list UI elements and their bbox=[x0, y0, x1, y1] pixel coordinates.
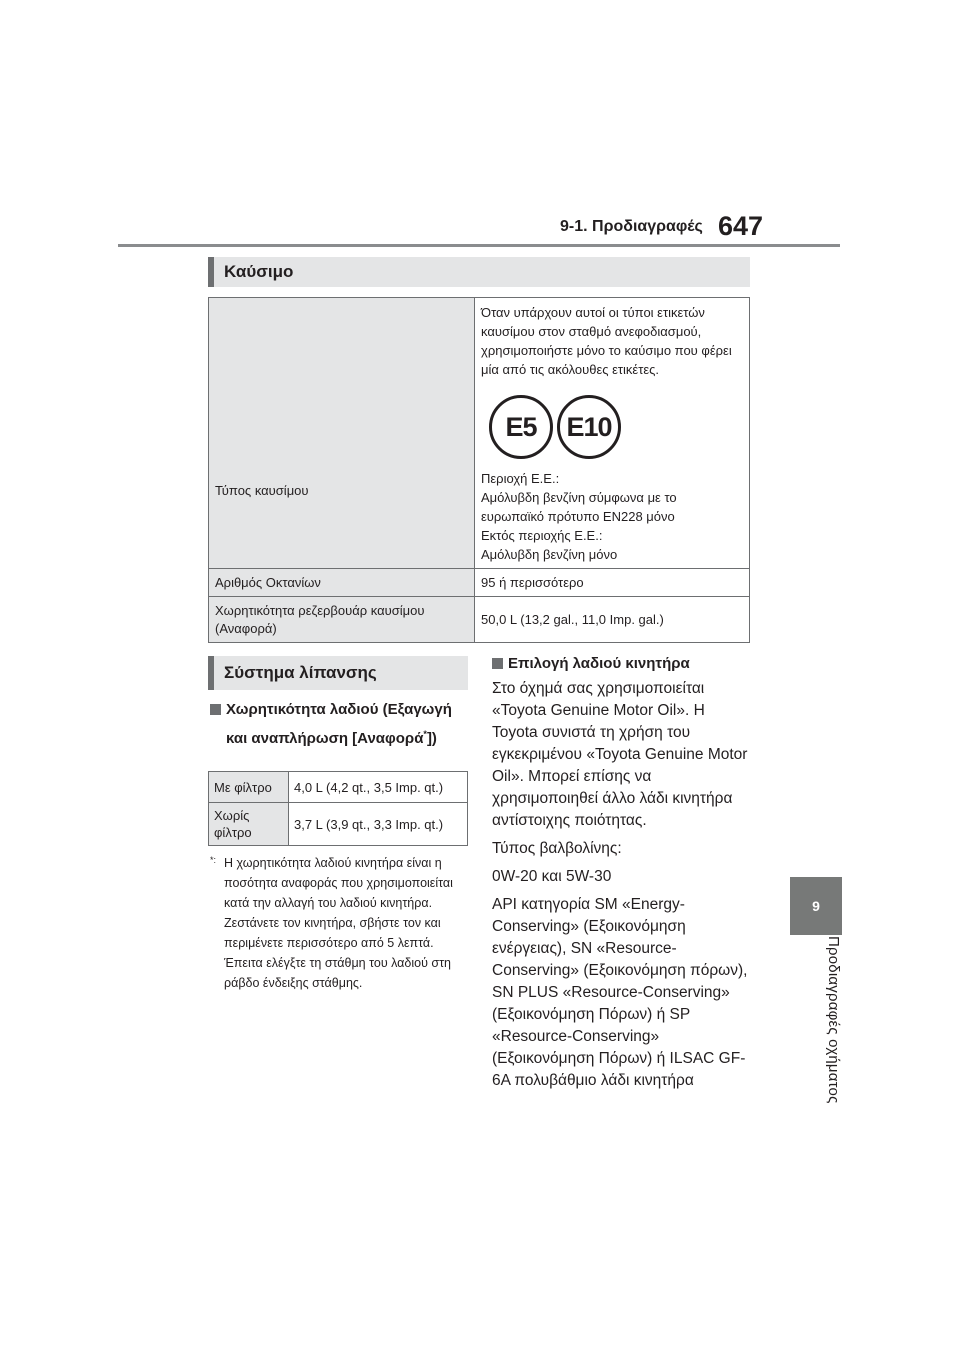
non-eu-region-label: Εκτός περιοχής Ε.Ε.: bbox=[481, 528, 603, 543]
e10-fuel-label-icon: E10 bbox=[557, 395, 621, 459]
octane-label: Αριθμός Οκτανίων bbox=[209, 569, 475, 597]
fuel-label-badges bbox=[489, 395, 743, 459]
oil-row-value: 3,7 L (3,9 qt., 3,3 Imp. qt.) bbox=[289, 803, 468, 846]
table-row bbox=[209, 569, 750, 597]
footnote-star: * bbox=[423, 729, 427, 739]
oil-row-value: 4,0 L (4,2 qt., 3,5 Imp. qt.) bbox=[289, 772, 468, 803]
oil-row-label: Χωρίς φίλτρο bbox=[209, 803, 289, 846]
e5-fuel-label-icon: E5 bbox=[489, 395, 553, 459]
square-bullet-icon bbox=[210, 704, 221, 715]
lubrication-section-header bbox=[208, 656, 468, 690]
table-row bbox=[209, 298, 750, 569]
oil-capacity-table bbox=[208, 771, 468, 846]
heading-text: Χωρητικότητα λαδιού (Εξαγωγή και αναπλήρωση [Αναφορά bbox=[226, 701, 452, 747]
eu-region-label: Περιοχή Ε.Ε.: bbox=[481, 471, 560, 486]
header-rule bbox=[118, 244, 840, 247]
fuel-spec-table bbox=[208, 297, 750, 643]
oil-selection-paragraph: Στο όχημά σας χρησιμοποιείται «Toyota Genuine Motor Oil». Η Toyota συνιστά τη χρήση του εγκεκριμένου «Toyota Genuine Motor Oil». Μπορεί επίσης να χρησιμοποιηθεί άλλο λάδι κινητήρα αντίστοιχης ποιότητας. bbox=[492, 680, 748, 829]
lubrication-section-title: Σύστημα λίπανσης bbox=[224, 663, 377, 682]
tank-capacity-label: Χωρητικότητα ρεζερβουάρ καυσίμου (Αναφορά) bbox=[209, 597, 475, 643]
tank-capacity-value: 50,0 L (13,2 gal., 11,0 Imp. gal.) bbox=[475, 597, 750, 643]
oil-selection-body bbox=[492, 678, 754, 1098]
oil-capacity-heading-text bbox=[226, 698, 470, 751]
viscosity-value: 0W-20 και 5W-30 bbox=[492, 868, 612, 885]
page-number: 647 bbox=[718, 211, 764, 241]
oil-selection-heading bbox=[492, 652, 754, 676]
table-row bbox=[209, 803, 468, 846]
heading-text-end: ]) bbox=[426, 730, 437, 747]
oil-capacity-footnote bbox=[210, 853, 472, 993]
viscosity-label: Τύπος βαλβολίνης: bbox=[492, 840, 622, 857]
table-row bbox=[209, 772, 468, 803]
fuel-section-header bbox=[208, 257, 750, 287]
table-row bbox=[209, 597, 750, 643]
api-grade-text: API κατηγορία SM «Energy-Conserving» (Εξοικονόμηση ενέργειας), SN «Resource-Conserving» (Εξοικονόμηση πόρων), SN PLUS «Resource-Conserving» (Εξοικονόμηση Πόρων) ή SP «Resource-Conserving» (Εξοικονόμηση Πόρων) ή ILSAC GF-6A πολυβάθμιο λάδι κινητήρα bbox=[492, 896, 748, 1089]
non-eu-region-text: Αμόλυβδη βενζίνη μόνο bbox=[481, 547, 618, 562]
chapter-tab-number: 9 bbox=[790, 877, 842, 935]
chapter-tab-title: Προδιαγραφές οχήματος bbox=[825, 936, 842, 1104]
fuel-type-value bbox=[475, 298, 750, 569]
square-bullet-icon bbox=[492, 658, 503, 669]
fuel-type-label: Τύπος καυσίμου bbox=[209, 298, 475, 569]
oil-capacity-heading bbox=[210, 698, 470, 751]
fuel-type-intro: Όταν υπάρχουν αυτοί οι τύποι ετικετών καυσίμου στον σταθμό ανεφοδιασμού, χρησιμοποιήστε μόνο το καύσιμο που φέρει μία από τις ακόλουθες ετικέτες. bbox=[481, 305, 732, 377]
oil-row-label: Με φίλτρο bbox=[209, 772, 289, 803]
oil-selection-heading-text: Επιλογή λαδιού κινητήρα bbox=[508, 655, 690, 672]
eu-region-text: Αμόλυβδη βενζίνη σύμφωνα με το ευρωπαϊκό πρότυπο EN228 μόνο bbox=[481, 490, 677, 524]
fuel-section-title: Καύσιμο bbox=[224, 262, 294, 281]
section-title: 9-1. Προδιαγραφές bbox=[560, 218, 703, 235]
footnote-mark: *: bbox=[210, 855, 217, 865]
octane-value: 95 ή περισσότερο bbox=[475, 569, 750, 597]
footnote-text: Η χωρητικότητα λαδιού κινητήρα είναι η ποσότητα αναφοράς που χρησιμοποιείται κατά την αλλαγή του λαδιού κινητήρα. Ζεστάνετε τον κινητήρα, σβήστε τον και περιμένετε περισσότερο από 5 λεπτά. Έπειτα ελέγξτε τη στάθμη του λαδιού στη ράβδο ένδειξης στάθμης. bbox=[224, 856, 453, 990]
